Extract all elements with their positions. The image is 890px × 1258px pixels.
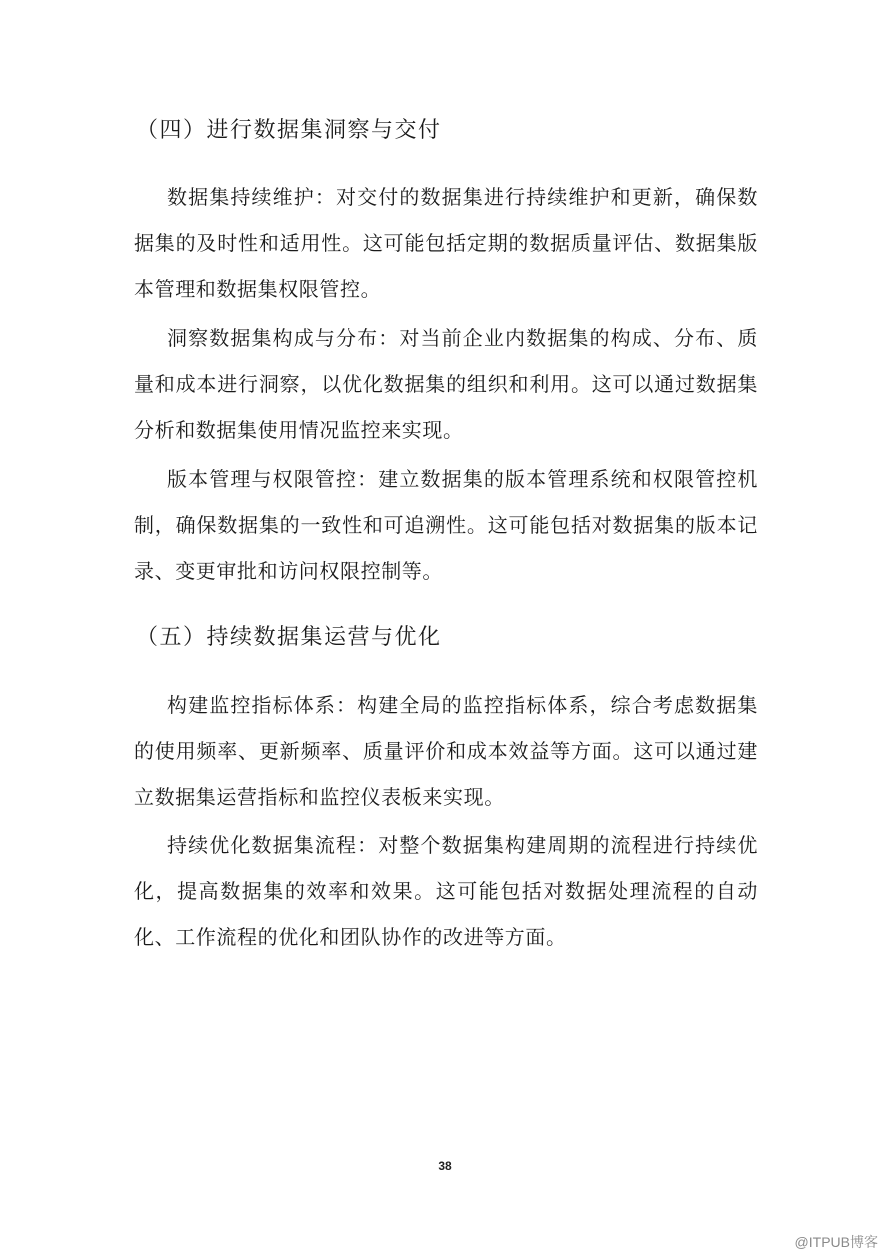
- paragraph-process-optimization: 持续优化数据集流程：对整个数据集构建周期的流程进行持续优化，提高数据集的效率和效果。这可能包括对数据处理流程的自动化、工作流程的优化和团队协作的改进等方面。: [134, 833, 758, 949]
- section-heading-4: （四）进行数据集洞察与交付: [136, 118, 442, 143]
- paragraph-monitoring-metrics: 构建监控指标体系：构建全局的监控指标体系，综合考虑数据集的使用频率、更新频率、质量评价和成本效益等方面。这可以通过建立数据集运营指标和监控仪表板来实现。: [134, 693, 758, 809]
- paragraph-dataset-maintenance: 数据集持续维护：对交付的数据集进行持续维护和更新，确保数据集的及时性和适用性。这可能包括定期的数据质量评估、数据集版本管理和数据集权限管控。: [134, 185, 758, 301]
- paragraph-version-permission: 版本管理与权限管控：建立数据集的版本管理系统和权限管控机制，确保数据集的一致性和可追溯性。这可能包括对数据集的版本记录、变更审批和访问权限控制等。: [134, 467, 758, 583]
- watermark: @ITPUB博客: [794, 1234, 878, 1250]
- page-number: 38: [438, 1159, 452, 1173]
- paragraph-dataset-insight: 洞察数据集构成与分布：对当前企业内数据集的构成、分布、质量和成本进行洞察，以优化数据集的组织和利用。这可以通过数据集分析和数据集使用情况监控来实现。: [134, 326, 758, 442]
- section-heading-5: （五）持续数据集运营与优化: [136, 625, 442, 650]
